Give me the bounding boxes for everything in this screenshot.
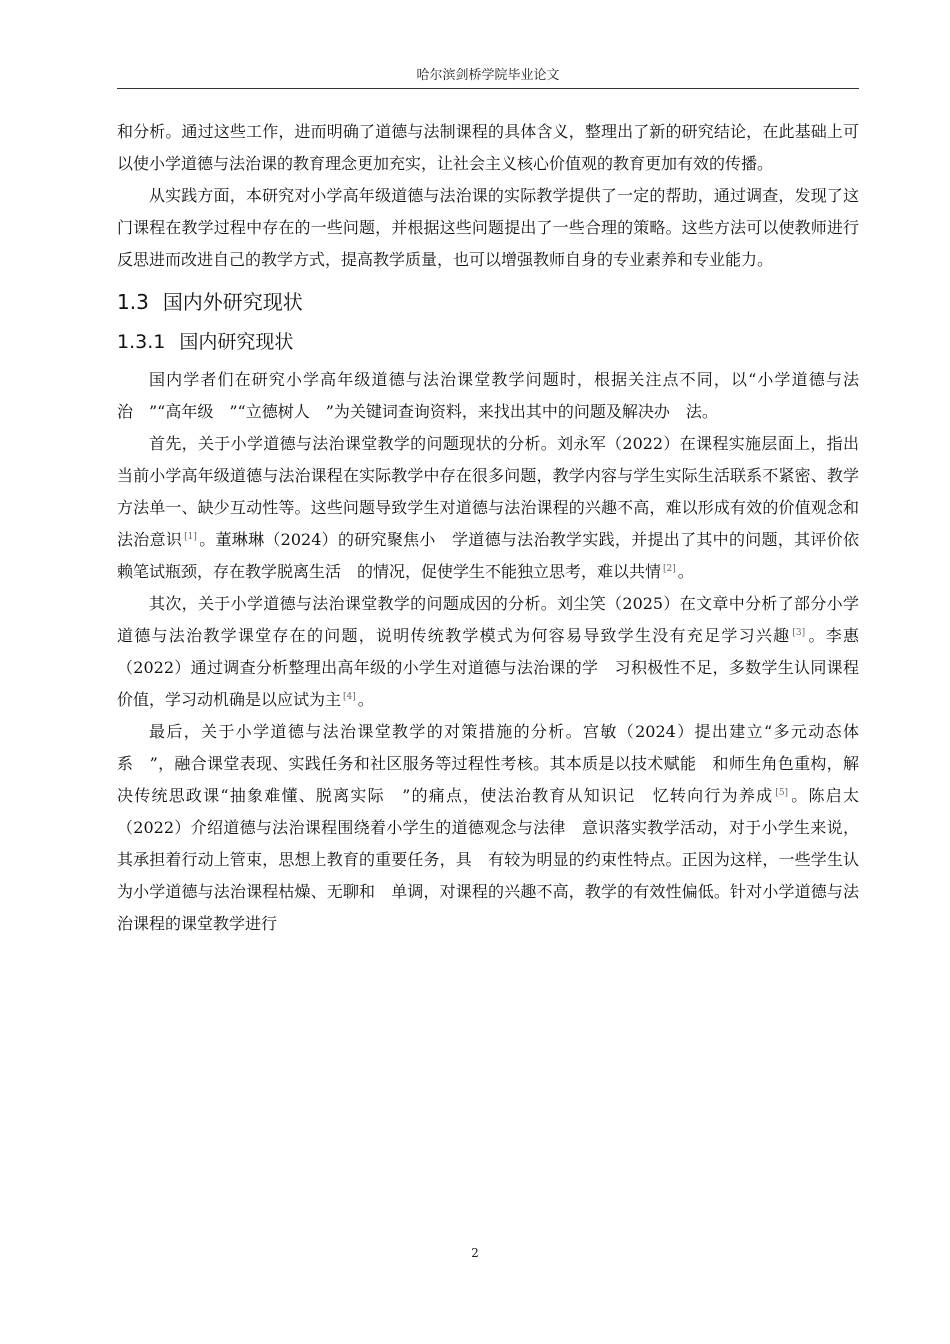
running-header: 哈尔滨剑桥学院毕业论文 (416, 68, 560, 83)
paragraph-current-status (117, 428, 859, 588)
citation-3[interactable]: [3] (792, 628, 806, 638)
citation-2[interactable]: [2] (663, 564, 676, 574)
section-number: 1.3 (117, 290, 149, 314)
paragraph-countermeasures (117, 716, 859, 940)
paragraph-significance-practice: 从实践方面，本研究对小学高年级道德与法治课的实际教学提供了一定的帮助，通过调查，发现了这门课程在教学过程中存在的一些问题，并根据这些问题提出了一些合理的策略。这些方法可以使教师进行反思进而改进自己的教学方式，提高教学质量，也可以增强教师自身的专业素养和专业能力。 (117, 186, 859, 269)
text-segment: 首先，关于小学道德与法治课堂教学的问题现状的分析。刘永军（2022）在课程实施层面上，指出当前小学高年级道德与法治课程在实际教学中存在很多问题，教学内容与学生实际生活联系不紧密、教学方法单一、缺少互动性等。这些问题导致学生对道德与法治课程的兴趣不高，难以形成有效的价值观念和法治意识 (117, 434, 859, 549)
paragraph-causes (117, 588, 859, 716)
section-heading-1-3-1 (117, 326, 859, 358)
citation-5[interactable]: [5] (775, 788, 789, 798)
section-title: 国内研究现状 (179, 331, 294, 353)
header-rule (117, 88, 859, 89)
section-heading-1-3 (117, 286, 859, 318)
citation-1[interactable]: [1] (184, 532, 197, 542)
paragraph-keywords: 国内学者们在研究小学高年级道德与法治课堂教学问题时，根据关注点不同，以“小学道德与法治 ”“高年级 ”“立德树人 ”为关键词查询资料，来找出其中的问题及解决办 法。 (117, 370, 859, 421)
page-body (117, 116, 859, 940)
section-title: 国内外研究现状 (162, 290, 303, 314)
citation-4[interactable]: [4] (343, 692, 356, 702)
text-segment: 。董琳琳（2024）的研究聚焦小 学道德与法治教学实践，并提出了其中的问题，其评价依赖笔试瓶颈，存在教学脱离生活 的情况，促使学生不能独立思考，难以共情 (117, 530, 859, 581)
text-segment: 。李惠（2022）通过调查分析整理出高年级的小学生对道德与法治课的学 习积极性不足，多数学生认同课程价值，学习动机确是以应试为主 (117, 626, 859, 709)
page-number: 2 (471, 1246, 479, 1260)
text-segment: 。 (677, 562, 694, 581)
section-number: 1.3.1 (117, 331, 166, 353)
text-segment: 。 (357, 690, 374, 709)
text-segment: 。陈启太（2022）介绍道德与法治课程围绕着小学生的道德观念与法律 意识落实教学活动，对于小学生来说，其承担着行动上管束，思想上教育的重要任务，具 有较为明显的约束性特点。正因为这样，一些学生认为小学道德与法治课程枯燥、无聊和 单调，对课程的兴趣不高，教学的有效性偏低。针对小学道德与法治课程的课堂教学进行 (117, 786, 859, 933)
paragraph-significance-theory: 和分析。通过这些工作，进而明确了道德与法制课程的具体含义，整理出了新的研究结论，在此基础上可以使小学道德与法治课的教育理念更加充实，让社会主义核心价值观的教育更加有效的传播。 (117, 122, 859, 173)
text-segment: 其次，关于小学道德与法治课堂教学的问题成因的分析。刘尘笑（2025）在文章中分析了部分小学道德与法治教学课堂存在的问题，说明传统教学模式为何容易导致学生没有充足学习兴趣 (117, 594, 859, 645)
text-segment: 最后，关于小学道德与法治课堂教学的对策措施的分析。宫敏（2024）提出建立“多元动态体系 ”，融合课堂表现、实践任务和社区服务等过程性考核。其本质是以技术赋能 和师生角色重构，解决传统思政课“抽象难懂、脱离实际 ”的痛点，使法治教育从知识记 忆转向行为养成 (117, 722, 859, 805)
